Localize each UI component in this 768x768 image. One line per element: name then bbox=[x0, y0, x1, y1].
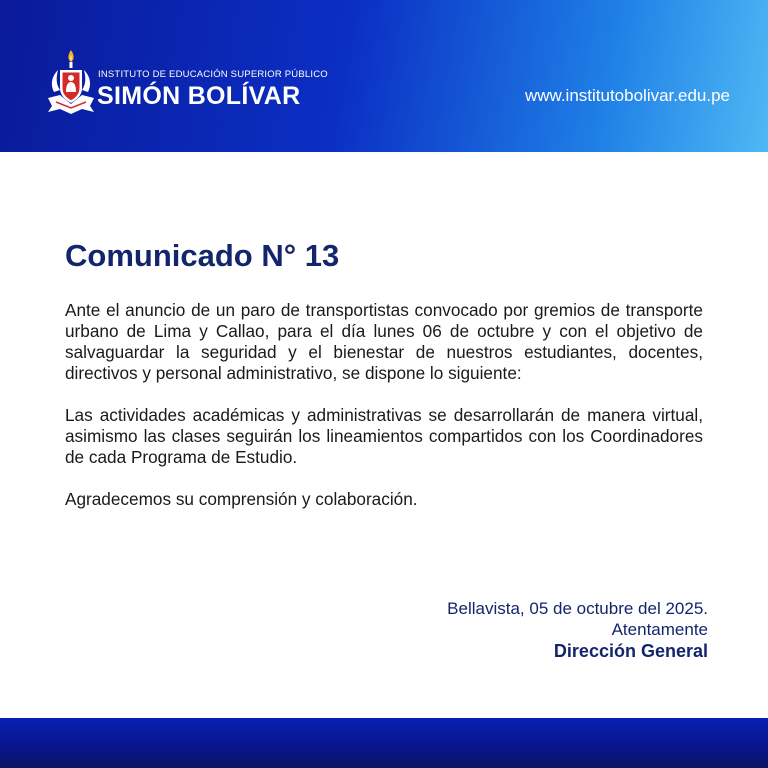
footer-bar bbox=[0, 718, 768, 768]
crest-icon bbox=[44, 48, 100, 120]
header-banner bbox=[0, 0, 768, 152]
signing-office: Dirección General bbox=[553, 641, 708, 661]
institute-name: SIMÓN BOLÍVAR bbox=[97, 82, 301, 110]
body-paragraph: Agradecemos su comprensión y colaboración. bbox=[65, 489, 418, 509]
institute-logo bbox=[44, 48, 328, 124]
website-link[interactable]: www.institutobolivar.edu.pe bbox=[524, 86, 730, 105]
place-date: Bellavista, 05 de octubre del 2025. bbox=[447, 599, 708, 618]
signature-block bbox=[447, 598, 708, 662]
document-title: Comunicado N° 13 bbox=[65, 238, 340, 273]
body-paragraph: Ante el anuncio de un paro de transportistas convocado por gremios de transporte urbano de Lima y Callao, para el día lunes 06 de octubre y con el objetivo de salvaguardar la seguridad y el bienestar de nuestros estudiantes, docentes, directivos y personal administrativo, se dispone lo siguiente: bbox=[65, 300, 703, 383]
closing-text: Atentamente bbox=[611, 620, 708, 639]
body-paragraph: Las actividades académicas y administrativas se desarrollarán de manera virtual, asimismo las clases seguirán los lineamientos compartidos con los Coordinadores de cada Programa de Estudio. bbox=[65, 405, 703, 467]
document-body bbox=[65, 300, 703, 531]
institute-subtitle: INSTITUTO DE EDUCACIÓN SUPERIOR PÚBLICO bbox=[98, 69, 328, 80]
